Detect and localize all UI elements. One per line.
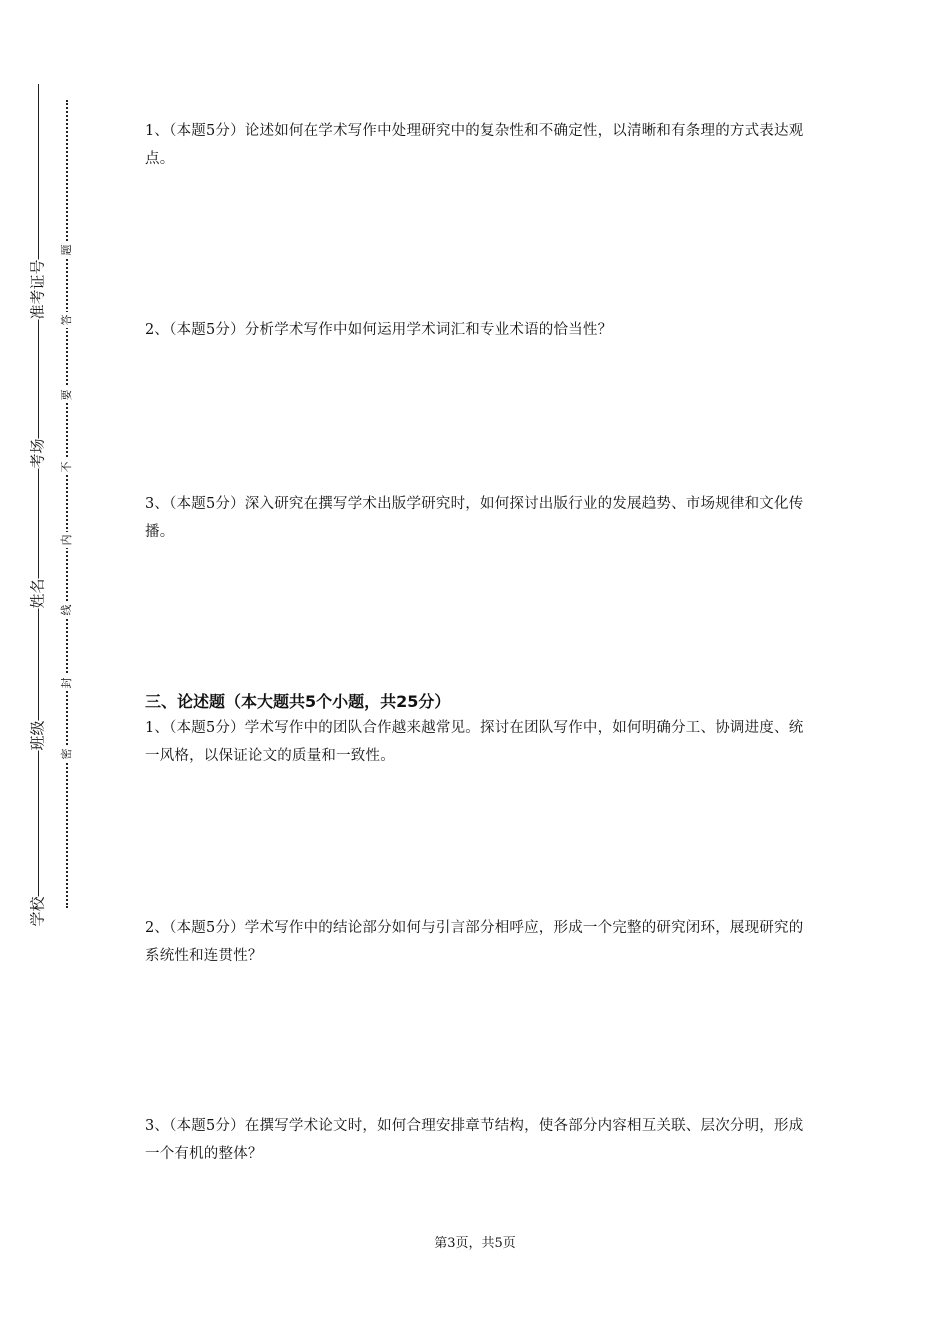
student-name-field (20, 570, 56, 609)
exam-number-field (20, 250, 56, 320)
seal-char: 封 (60, 675, 74, 691)
seal-char: 密 (60, 746, 74, 762)
class-label: 班级 (28, 720, 47, 751)
exam-room-label: 考场 (28, 438, 47, 469)
seal-char: 题 (60, 242, 74, 258)
question-text: 1、（本题5分）论述如何在学术写作中处理研究中的复杂性和不确定性，以清晰和有条理的方式表达观点。 (145, 123, 804, 167)
seal-char: 内 (60, 532, 74, 548)
student-name-label: 姓名 (28, 578, 47, 609)
question-text: 2、（本题5分）分析学术写作中如何运用学术词汇和专业术语的恰当性？ (145, 322, 613, 338)
seal-char: 答 (60, 312, 74, 328)
school-field (20, 888, 56, 927)
question-text: 3、（本题5分）在撰写学术论文时，如何合理安排章节结构，使各部分内容相互关联、层次分明，形成一个有机的整体？ (145, 1118, 804, 1162)
school-label: 学校 (28, 896, 47, 927)
exam-room-field (20, 430, 56, 469)
question-text: 1、（本题5分）学术写作中的团队合作越来越常见。探讨在团队写作中，如何明确分工、协调进度、统一风格，以保证论文的质量和一致性。 (145, 720, 804, 764)
seal-dotted-line (66, 100, 68, 908)
section-title: 三、论述题（本大题共5个小题，共25分） (145, 692, 451, 711)
seal-char: 要 (60, 387, 74, 403)
seal-char: 线 (60, 602, 74, 618)
exam-number-label: 准考证号 (28, 259, 47, 320)
binding-solid-line (38, 84, 39, 922)
seal-char: 不 (60, 459, 74, 475)
question-text: 2、（本题5分）学术写作中的结论部分如何与引言部分相呼应，形成一个完整的研究闭环，展现研究的系统性和连贯性？ (145, 920, 804, 964)
page-footer: 第3页，共5页 (434, 1236, 516, 1251)
class-field (20, 712, 56, 751)
question-text: 3、（本题5分）深入研究在撰写学术出版学研究时，如何探讨出版行业的发展趋势、市场规律和文化传播。 (145, 496, 804, 540)
